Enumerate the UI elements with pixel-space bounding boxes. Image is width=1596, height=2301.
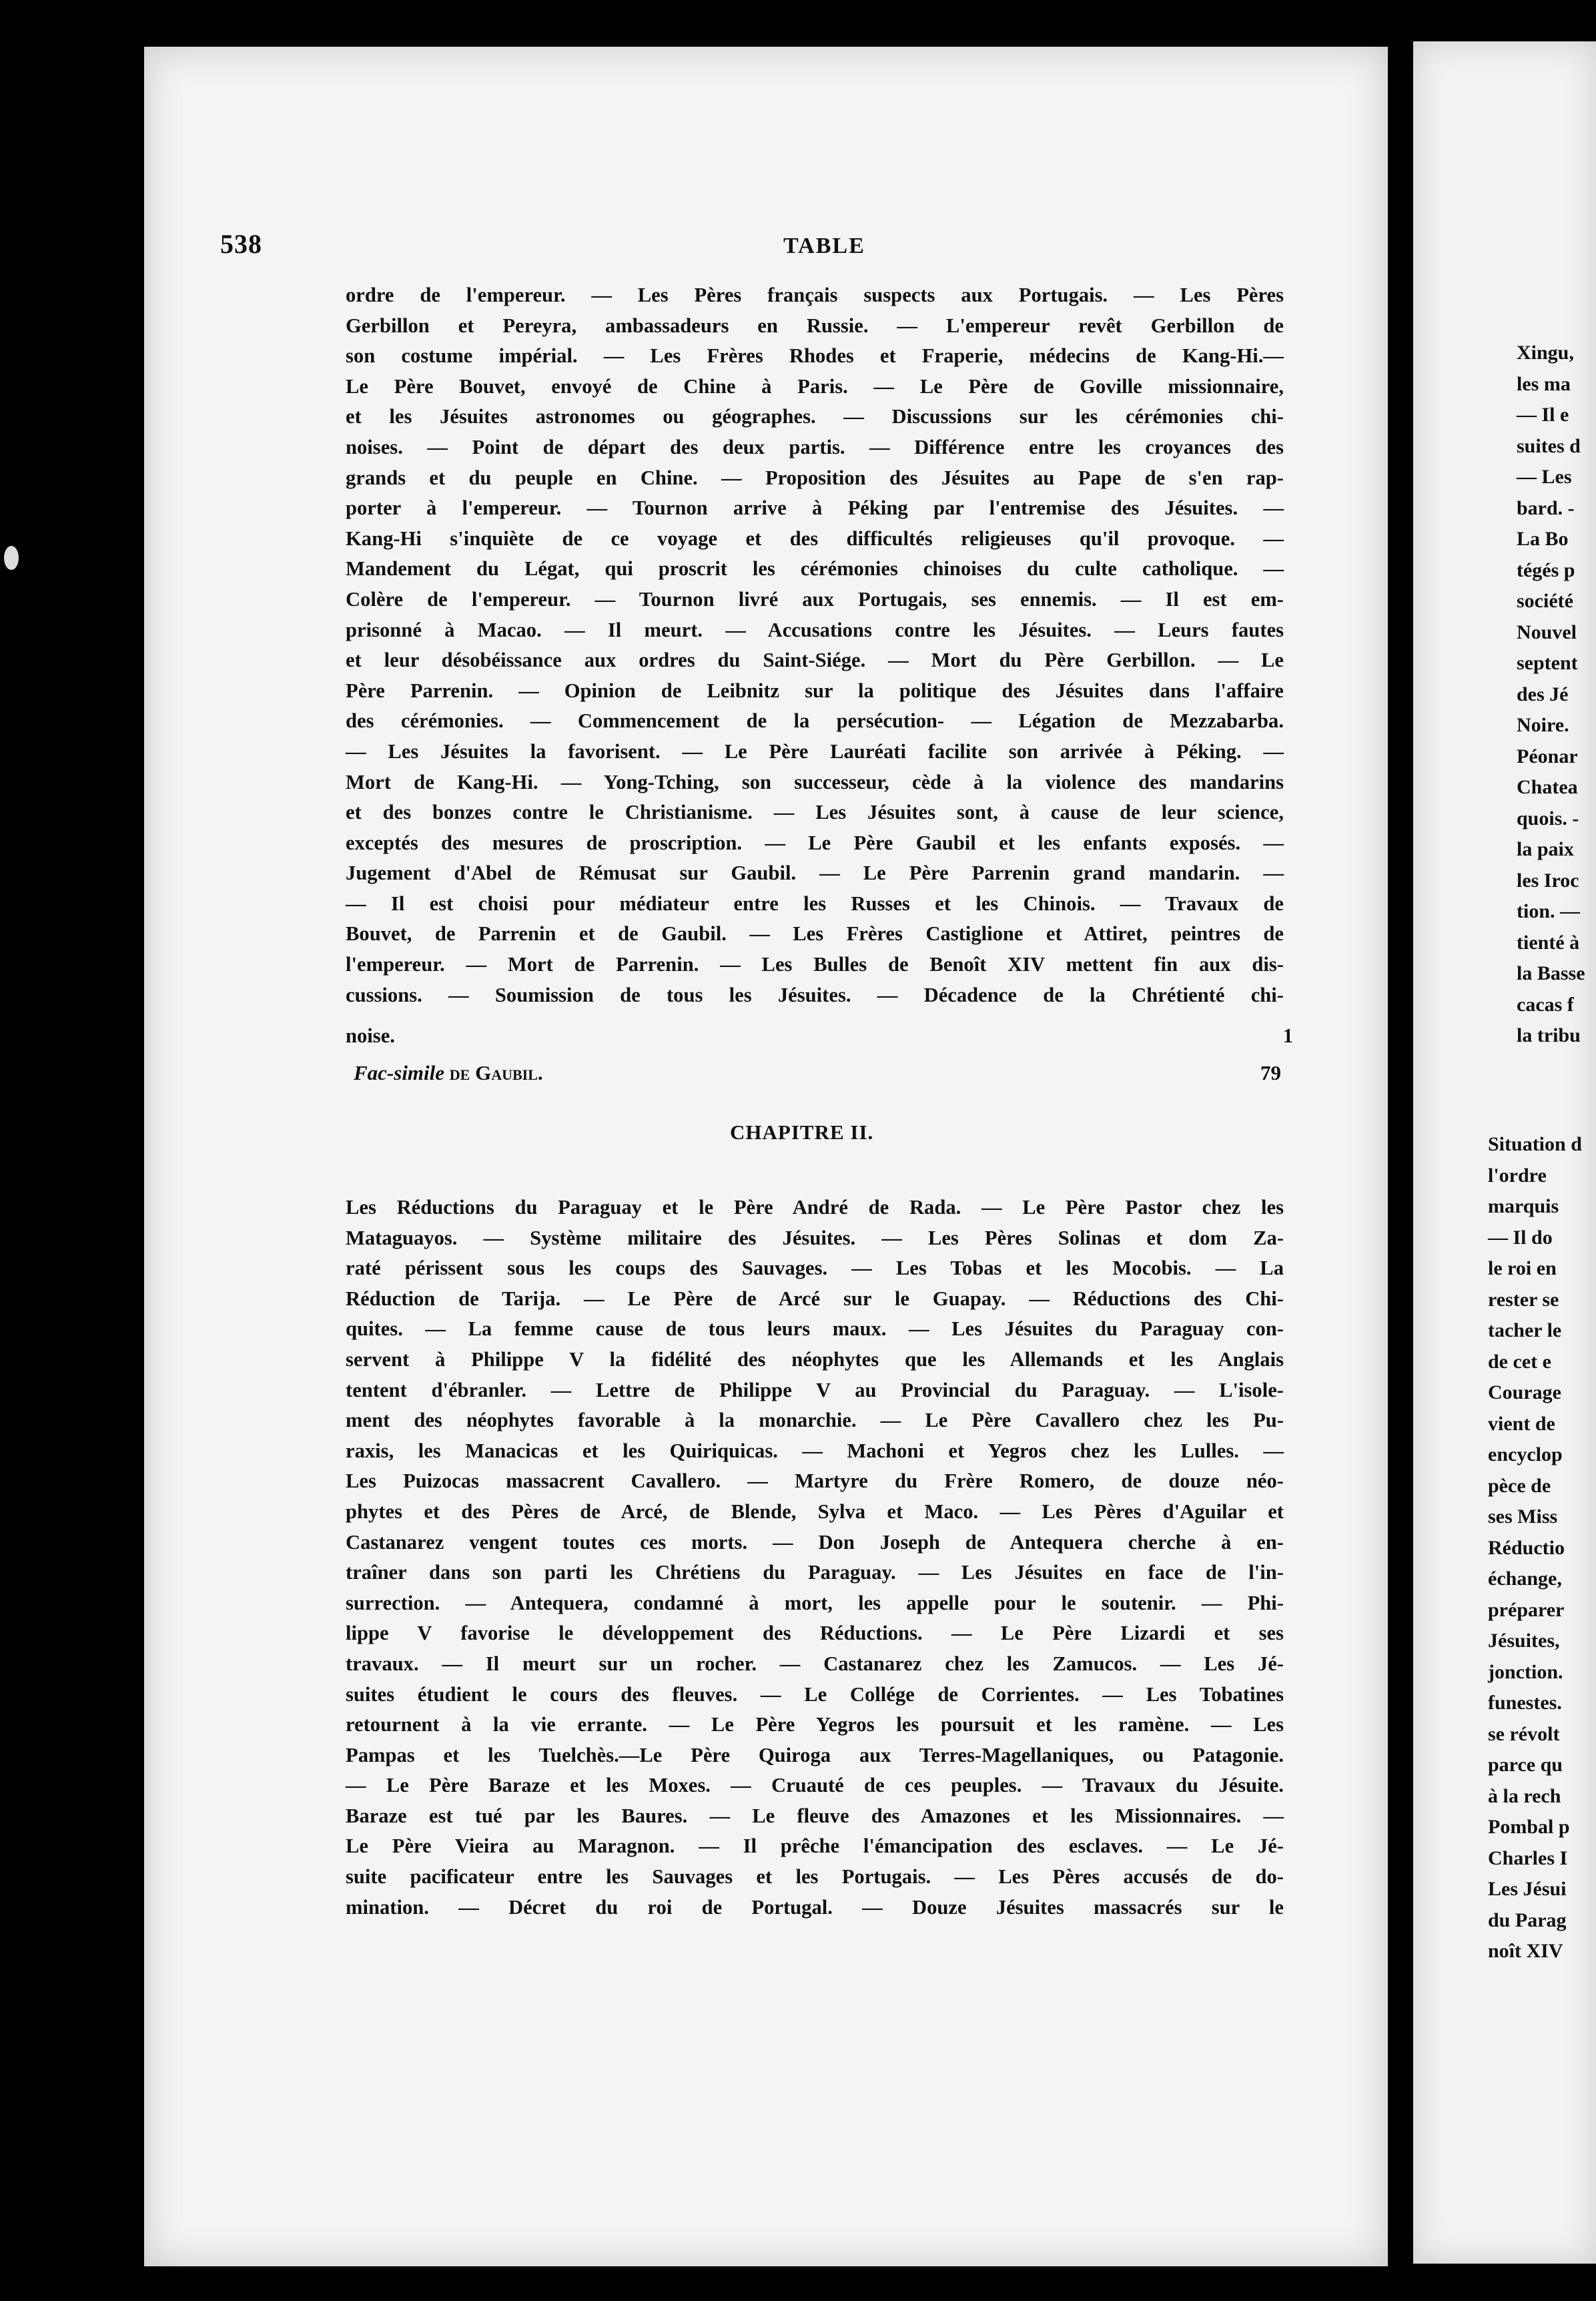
right-page-fragment: parce qu [1488,1754,1563,1776]
toc-line: noises. — Point de départ des deux partis. — Différence entre les croyances des [346,435,1284,458]
toc-line: cussions. — Soumission de tous les Jésuites. — Décadence de la Chrétienté chi- [346,983,1284,1006]
toc-section-china [346,280,1284,1010]
toc-line: — Il est choisi pour médiateur entre les Russes et les Chinois. — Travaux de [346,892,1284,915]
toc-line: Réduction de Tarija. — Le Père de Arcé sur le Guapay. — Réductions des Chi- [346,1287,1284,1310]
toc-line: mination. — Décret du roi de Portugal. — Douze Jésuites massacrés sur le [346,1895,1284,1919]
right-page-fragment: quois. - [1517,807,1579,830]
toc-line: Castanarez vengent toutes ces morts. — Don Joseph de Antequera cherche à en- [346,1530,1284,1554]
right-page-fragment: Nouvel [1517,621,1577,643]
facsimile-prefix: Fac-simile [354,1061,445,1084]
toc-line: Bouvet, de Parrenin et de Gaubil. — Les Frères Castiglione et Attiret, peintres de [346,922,1284,946]
right-page-fragment: Xingu, [1517,342,1574,364]
right-page-fragment: échange, [1488,1568,1562,1590]
right-page-fragment: cacas f [1517,993,1574,1016]
right-page-fragment: rester se [1488,1288,1559,1311]
right-page-fragment: tienté à [1517,931,1580,954]
toc-entry-last-word: noise. [346,1024,395,1047]
book-page-right [1413,41,1596,2264]
toc-line: Baraze est tué par les Baures. — Le fleuve des Amazones et les Missionnaires. — [346,1804,1284,1827]
right-page-fragment: préparer [1488,1598,1565,1621]
toc-line: quites. — La femme cause de tous leurs maux. — Les Jésuites du Paraguay con- [346,1317,1284,1341]
right-page-fragment: encyclop [1488,1443,1563,1465]
toc-page-ref: 1 [1282,1024,1293,1047]
toc-line: porter à l'empereur. — Tournon arrive à Péking par l'entremise des Jésuites. — [346,497,1284,520]
toc-line: Les Puizocas massacrent Cavallero. — Martyre du Frère Romero, de douze néo- [346,1469,1284,1493]
toc-line: suite pacificateur entre les Sauvages et les Portugais. — Les Pères accusés de do- [346,1865,1284,1889]
right-page-fragment: La Bo [1517,528,1569,550]
right-page-fragment: vient de [1488,1412,1555,1435]
right-page-fragment: Courage [1488,1381,1561,1403]
right-page-fragment: du Parag [1488,1909,1567,1931]
right-page-fragment: — Les [1517,466,1572,488]
right-page-fragment: Charles I [1488,1847,1568,1869]
toc-line: raxis, les Manacicas et les Quiriquicas. — Machoni et Yegros chez les Lulles. — [346,1439,1284,1462]
running-title: TABLE [783,234,865,258]
right-page-fragment: pèce de [1488,1474,1551,1497]
toc-entry-end [346,1024,1293,1048]
toc-line: Mandement du Légat, qui proscrit les cérémonies chinoises du culte catholique. — [346,557,1284,581]
right-page-fragment: la Basse [1517,962,1585,984]
right-page-fragment: société [1517,590,1573,612]
right-page-fragment: Les Jésui [1488,1878,1567,1900]
right-page-fragment: Réductio [1488,1536,1565,1559]
right-page-fragment: noît XIV [1488,1940,1563,1962]
toc-line: Kang-Hi s'inquiète de ce voyage et des difficultés religieuses qu'il provoque. — [346,527,1284,550]
toc-line: Père Parrenin. — Opinion de Leibnitz sur la politique des Jésuites dans l'affaire [346,679,1284,702]
right-page-fragment: suites d [1517,434,1581,457]
right-page-fragment: Chatea [1517,776,1578,798]
toc-line: des cérémonies. — Commencement de la persécution- — Légation de Mezzabarba. [346,709,1284,733]
toc-facsimile-entry [354,1061,1281,1085]
right-page-fragment: se révolt [1488,1722,1560,1745]
toc-line: grands et du peuple en Chine. — Proposition des Jésuites au Pape de s'en rap- [346,466,1284,489]
toc-line: — Le Père Baraze et les Moxes. — Cruauté de ces peuples. — Travaux du Jésuite. [346,1774,1284,1797]
toc-line: exceptés des mesures de proscription. — Le Père Gaubil et les enfants exposés. — [346,831,1284,854]
toc-line: traîner dans son parti les Chrétiens du Paraguay. — Les Jésuites en face de l'in- [346,1561,1284,1584]
toc-line: — Les Jésuites la favorisent. — Le Père Lauréati facilite son arrivée à Péking. — [346,739,1284,763]
toc-line: Colère de l'empereur. — Tournon livré aux Portugais, ses ennemis. — Il est em- [346,587,1284,611]
toc-line: Gerbillon et Pereyra, ambassadeurs en Russie. — L'empereur revêt Gerbillon de [346,314,1284,337]
toc-line: prisonné à Macao. — Il meurt. — Accusations contre les Jésuites. — Leurs fautes [346,618,1284,641]
toc-line: Jugement d'Abel de Rémusat sur Gaubil. — Le Père Parrenin grand mandarin. — [346,862,1284,885]
facsimile-name: de Gaubil. [449,1061,543,1084]
toc-line: Le Père Vieira au Maragnon. — Il prêche l'émancipation des esclaves. — Le Jé- [346,1835,1284,1858]
toc-line: retournent à la vie errante. — Le Père Yegros les poursuit et les ramène. — Les [346,1713,1284,1736]
toc-line: ment des néophytes favorable à la monarchie. — Le Père Cavallero chez les Pu- [346,1409,1284,1432]
right-page-fragment: la paix [1517,838,1574,860]
right-page-fragment: — Il do [1488,1226,1553,1249]
right-page-fragment: marquis [1488,1195,1559,1217]
right-page-fragment: Péonar [1517,745,1578,767]
right-page-fragment: tion. — [1517,900,1581,922]
toc-line: raté périssent sous les coups des Sauvages. — Les Tobas et les Mocobis. — La [346,1257,1284,1280]
right-page-fragment: Pombal p [1488,1816,1570,1838]
toc-line: Le Père Bouvet, envoyé de Chine à Paris. — Le Père de Goville missionnaire, [346,374,1284,398]
toc-line: son costume impérial. — Les Frères Rhodes et Fraperie, médecins de Kang-Hi.— [346,344,1284,368]
right-page-fragment: de cet e [1488,1350,1551,1373]
page-number: 538 [220,229,262,259]
right-page-fragment: Noire. [1517,714,1569,736]
right-page-fragment: les Iroc [1517,869,1579,892]
toc-line: Mort de Kang-Hi. — Yong-Tching, son successeur, cède à la violence des mandarins [346,770,1284,793]
right-page-fragment: le roi en [1488,1257,1557,1279]
toc-line: suites étudient le cours des fleuves. — Le Collége de Corrientes. — Les Tobatines [346,1682,1284,1706]
toc-line: l'empereur. — Mort de Parrenin. — Les Bulles de Benoît XIV mettent fin aux dis- [346,953,1284,976]
right-page-fragment: septent [1517,652,1578,674]
chapter-heading: CHAPITRE II. [730,1120,874,1144]
toc-section-paraguay [346,1193,1284,1923]
toc-line: tentent d'ébranler. — Lettre de Philippe V au Provincial du Paraguay. — L'isole- [346,1378,1284,1401]
toc-line: travaux. — Il meurt sur un rocher. — Castanarez chez les Zamucos. — Les Jé- [346,1652,1284,1675]
right-page-fragment: funestes. [1488,1692,1562,1714]
right-page-fragment: à la rech [1488,1784,1561,1807]
right-page-fragment: ses Miss [1488,1506,1558,1528]
right-page-fragment: tacher le [1488,1319,1562,1341]
toc-line: Pampas et les Tuelchès.—Le Père Quiroga aux Terres-Magellaniques, ou Patagonie. [346,1743,1284,1766]
right-page-fragment: des Jé [1517,683,1569,705]
right-page-fragment: tégés p [1517,559,1575,581]
right-page-fragment: les ma [1517,372,1571,395]
toc-line: ordre de l'empereur. — Les Pères français suspects aux Portugais. — Les Pères [346,284,1284,306]
right-page-fragment: jonction. [1488,1660,1563,1683]
right-page-fragment: — Il e [1517,404,1569,426]
right-page-fragment: Situation d [1488,1133,1582,1155]
facsimile-page-ref: 79 [1260,1061,1281,1084]
toc-line: et des bonzes contre le Christianisme. — Les Jésuites sont, à cause de leur science, [346,801,1284,824]
toc-line: et les Jésuites astronomes ou géographes. — Discussions sur les cérémonies chi- [346,405,1284,428]
toc-line: lippe V favorise le développement des Réductions. — Le Père Lizardi et ses [346,1622,1284,1645]
right-page-fragment: l'ordre [1488,1164,1547,1187]
toc-line: et leur désobéissance aux ordres du Saint-Siége. — Mort du Père Gerbillon. — Le [346,649,1284,672]
scan-speck [4,546,19,570]
toc-line: servent à Philippe V la fidélité des néophytes que les Allemands et les Anglais [346,1347,1284,1371]
facsimile-label [354,1061,543,1085]
toc-line: Les Réductions du Paraguay et le Père André de Rada. — Le Père Pastor chez les [346,1196,1284,1219]
toc-line: surrection. — Antequera, condamné à mort, les appelle pour le soutenir. — Phi- [346,1591,1284,1614]
right-page-fragment: bard. - [1517,497,1575,519]
right-page-fragment: la tribu [1517,1024,1581,1046]
toc-line: Mataguayos. — Système militaire des Jésuites. — Les Pères Solinas et dom Za- [346,1226,1284,1249]
right-page-fragment: Jésuites, [1488,1630,1560,1652]
toc-line: phytes et des Pères de Arcé, de Blende, Sylva et Maco. — Les Pères d'Aguilar et [346,1500,1284,1523]
